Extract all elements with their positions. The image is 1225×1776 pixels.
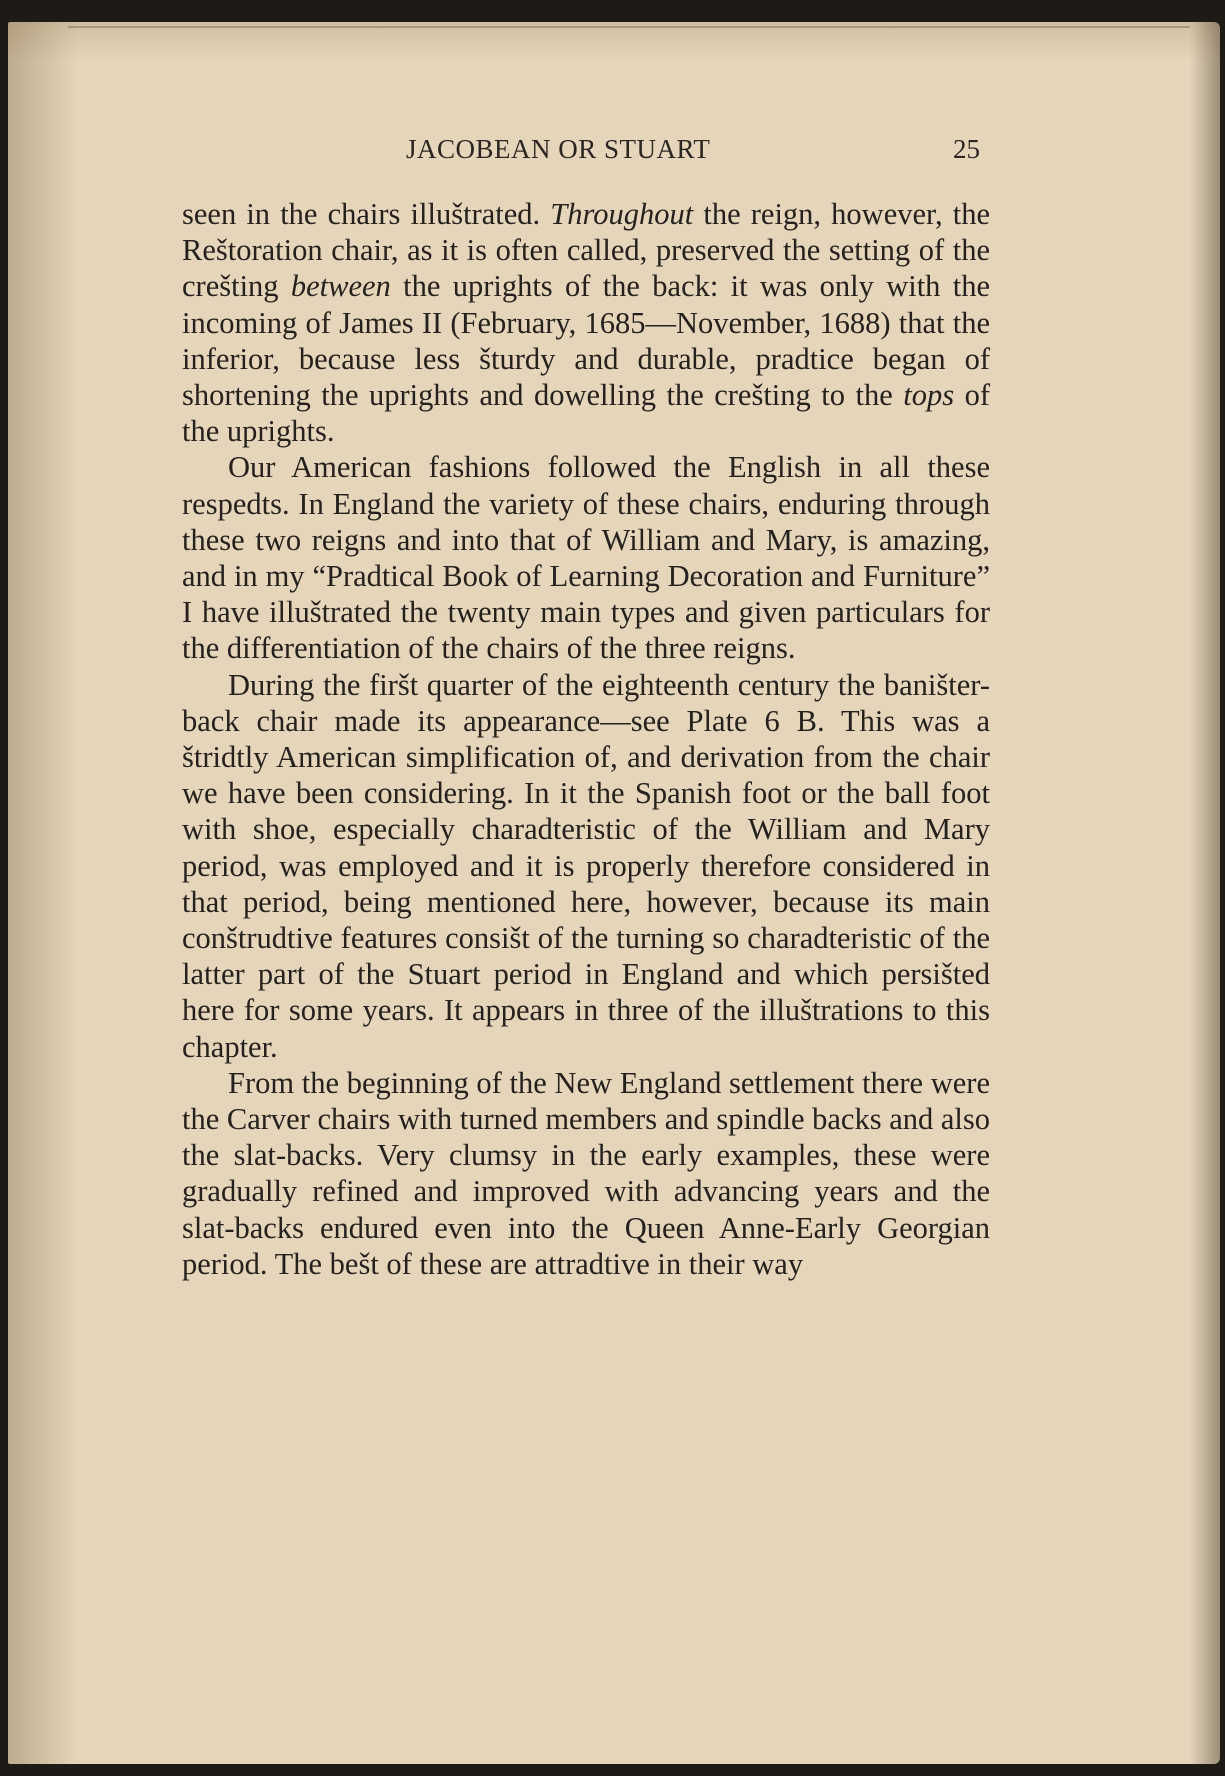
body-text xyxy=(182,196,990,1282)
paragraph-1-italic-tops: tops xyxy=(903,378,955,413)
paragraph-1-text-a: seen in the chairs illuštrated. xyxy=(182,197,551,231)
page-top-edge xyxy=(68,26,1190,28)
paragraph-1-text-e: the uprights of the back: it was only with the incoming of James II (February, 1685—November, 1688) that the inferior, because less šturdy and durable, pradtice began of shortening the uprights and dowelling the crešting to the xyxy=(182,269,990,413)
paragraph-1 xyxy=(182,196,990,449)
paragraph-4: From the beginning of the New England settlement there were the Carver chairs with turned members and spindle backs and also the slat-backs. Very clumsy in the early examples, these were gradually refined and improved with advancing years and the slat-backs endured even into the Queen Anne-Early Georgian period. The bešt of these are attradtive in their way xyxy=(182,1065,991,1281)
paragraph-1-italic-between: between xyxy=(290,269,391,304)
paragraph-1-text-g: of the uprights. xyxy=(182,378,990,449)
paragraph-2: Our American fashions followed the English in all these respedts. In England the variety of these chairs, enduring through these two reigns and into that of William and Mary, is amazing, and in my “Pradtical Book of Learning Decoration and Furniture” I have illuštrated the twenty main types and given particulars for the differentiation of the chairs of the three reigns. xyxy=(182,450,990,666)
paragraph-1-text-c: the reign, however, the Reštoration chair, as it is often called, preserved the setting of the crešting xyxy=(182,197,990,304)
page-number: 25 xyxy=(953,134,980,164)
paragraph-1-italic-throughout: Throughout xyxy=(550,197,694,231)
paragraph-3: During the firšt quarter of the eighteenth century the baništer-back chair made its appearance—see Plate 6 B. This was a štridtly American simplification of, and derivation from the chair we have been considering. In it the Spanish foot or the ball foot with shoe, especially charadteristic of the William and Mary period, was employed and it is properly therefore considered in that period, being mentioned here, however, because its main conštrudtive features consišt of the turning so charadteristic of the latter part of the Stuart period in England and which persišted here for some years. It appears in three of the illuštrations to this chapter. xyxy=(182,667,990,1064)
running-title: JACOBEAN OR STUART xyxy=(406,134,711,164)
running-header xyxy=(170,134,990,178)
